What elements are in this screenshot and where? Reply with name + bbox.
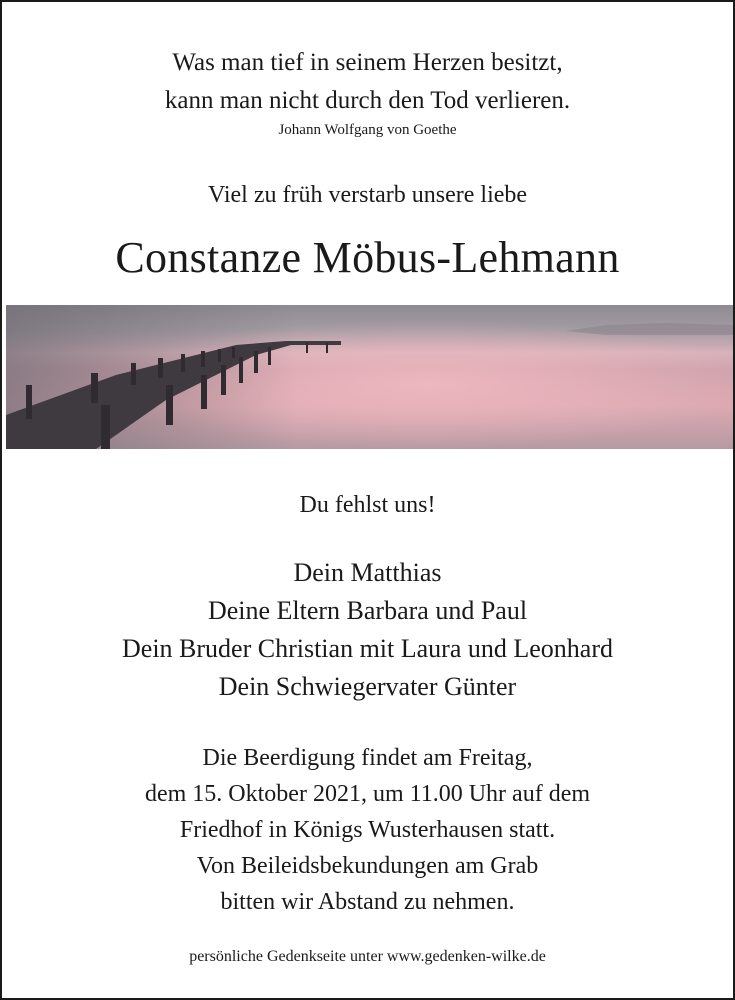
funeral-line: Von Beileidsbekundungen am Grab — [196, 853, 539, 879]
quote — [2, 44, 733, 140]
intro-text: Viel zu früh verstarb unsere liebe — [207, 182, 528, 208]
family-line: Dein Bruder Christian mit Laura und Leonhard — [122, 634, 613, 663]
quote-author: Johann Wolfgang von Goethe — [278, 122, 457, 138]
quote-line: kann man nicht durch den Tod verlieren. — [164, 87, 571, 114]
family-line: Deine Eltern Barbara und Paul — [207, 596, 528, 625]
funeral-line: dem 15. Oktober 2021, um 11.00 Uhr auf dem — [144, 781, 591, 807]
funeral-line: Friedhof in Königs Wusterhausen statt. — [179, 817, 556, 843]
funeral-info — [2, 740, 733, 920]
deceased-name: Constanze Möbus-Lehmann — [115, 233, 620, 282]
quote-line: Was man tief in seinem Herzen besitzt, — [172, 49, 563, 76]
family-line: Dein Schwiegervater Günter — [218, 672, 517, 701]
memorial-page-link[interactable]: persönliche Gedenkseite unter www.gedenken-wilke.de — [189, 948, 546, 965]
lake-jetty-image — [6, 305, 733, 449]
family-line: Dein Matthias — [293, 558, 442, 587]
funeral-line: bitten wir Abstand zu nehmen. — [220, 889, 515, 915]
funeral-line: Die Beerdigung findet am Freitag, — [202, 745, 533, 771]
family-signatures — [2, 554, 733, 706]
message-text: Du fehlst uns! — [299, 492, 436, 518]
